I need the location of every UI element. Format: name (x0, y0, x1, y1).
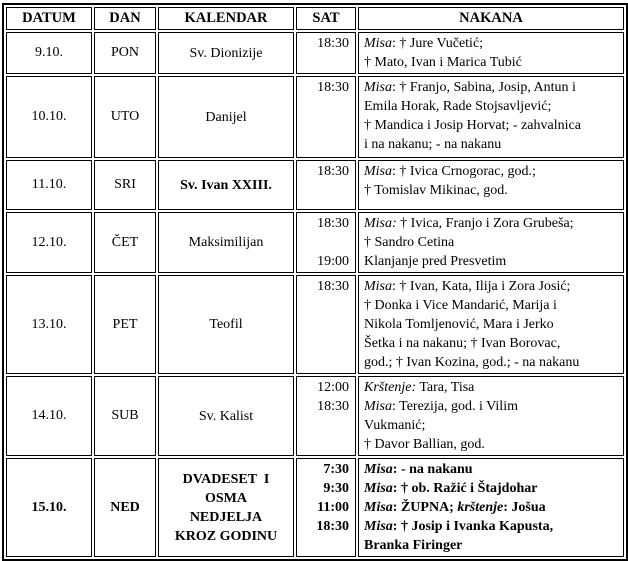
nakana-line (364, 252, 620, 271)
italic-run: Misa (364, 80, 392, 95)
text-run: god.; † Ivan Kozina, god.; - na nakanu (364, 355, 580, 370)
italic-run: Misa (364, 519, 393, 534)
cell-kalendar (158, 32, 294, 74)
text-run: : † Jure Vučetić; (392, 36, 484, 51)
table-row (6, 376, 624, 456)
table-row (6, 160, 624, 210)
text-run: Vukmanić; (364, 418, 426, 433)
header-row (6, 7, 624, 30)
nakana-line (364, 34, 620, 53)
italic-run: Misa (364, 500, 393, 515)
text-run: † Davor Ballian, god. (364, 437, 485, 452)
nakana-line (364, 353, 620, 372)
mass-time: 18:30 (317, 399, 349, 414)
cell-kalendar (158, 458, 294, 557)
kalendar-line: DVADESET I (182, 471, 270, 487)
nakana-line (364, 498, 620, 517)
nakana-line (364, 479, 620, 498)
text-run: † Mandica i Josip Horvat; - zahvalnica (364, 118, 581, 133)
schedule-body (6, 32, 624, 557)
cell-sat (296, 275, 356, 374)
text-run: : Terezija, god. i Vilim (392, 399, 518, 414)
nakana-line (364, 435, 620, 454)
cell-kalendar (158, 160, 294, 210)
kalendar-line: Sv. Kalist (198, 408, 254, 424)
text-run: : † Franjo, Sabina, Josip, Antun i (392, 80, 576, 95)
cell-sat (296, 376, 356, 456)
text-run: : † ob. Ražić i Štajdohar (392, 481, 538, 496)
nakana-line (364, 53, 620, 72)
kalendar-line: Teofil (209, 317, 243, 332)
cell-dan: UTO (94, 76, 156, 158)
cell-sat (296, 32, 356, 74)
cell-kalendar (158, 212, 294, 273)
cell-kalendar (158, 76, 294, 158)
schedule-table (2, 3, 628, 561)
nakana-line (364, 162, 620, 181)
nakana-line (364, 116, 620, 135)
text-run: : † Ivica Crnogorac, god.; (392, 164, 536, 179)
cell-nakana (358, 160, 624, 210)
text-run: Nikola Tomljenović, Mara i Jerko (364, 317, 554, 332)
text-run: † Donka i Vice Mandarić, Marija i (364, 298, 557, 313)
cell-datum: 12.10. (6, 212, 92, 273)
text-run: † Mato, Ivan i Marica Tubić (364, 55, 522, 70)
text-run: : † Ivan, Kata, Ilija i Zora Josić; (392, 279, 571, 294)
column-header-kalendar: KALENDAR (158, 7, 294, 30)
cell-nakana (358, 376, 624, 456)
cell-datum: 14.10. (6, 376, 92, 456)
text-run: Tara, Tisa (416, 380, 475, 395)
cell-sat (296, 458, 356, 557)
kalendar-line: KROZ GODINU (174, 528, 278, 544)
cell-datum: 10.10. (6, 76, 92, 158)
table-row (6, 275, 624, 374)
mass-time: 18:30 (317, 164, 349, 179)
nakana-line (364, 296, 620, 315)
mass-time (299, 233, 349, 252)
nakana-line (364, 315, 620, 334)
mass-time: 19:00 (317, 254, 349, 269)
italic-run: Krštenje: (364, 380, 417, 395)
cell-dan: SUB (94, 376, 156, 456)
cell-kalendar (158, 376, 294, 456)
text-run: † Ivica, Franjo i Zora Grubeša; (396, 216, 574, 231)
italic-run: Misa (364, 36, 392, 51)
table-row (6, 458, 624, 557)
text-run: Branka Firinger (364, 538, 463, 553)
text-run: Emila Horak, Rade Stojsavljević; (364, 99, 552, 114)
text-run: Šetka i na nakanu; † Ivan Borovac, (364, 336, 561, 351)
cell-datum: 13.10. (6, 275, 92, 374)
column-header-nakana: NAKANA (358, 7, 624, 30)
kalendar-line: NEDJELJA (189, 509, 263, 525)
mass-time: 18:30 (317, 80, 349, 95)
table-row (6, 212, 624, 273)
cell-datum: 9.10. (6, 32, 92, 74)
nakana-line (364, 277, 620, 296)
column-header-sat: SAT (296, 7, 356, 30)
nakana-line (364, 214, 620, 233)
cell-datum: 15.10. (6, 458, 92, 557)
mass-time: 11:00 (317, 500, 349, 515)
cell-nakana (358, 76, 624, 158)
nakana-line (364, 233, 620, 252)
cell-nakana (358, 458, 624, 557)
text-run: : Jošua (503, 500, 546, 515)
text-run: † Sandro Cetina (364, 235, 455, 250)
italic-run: Misa (364, 462, 393, 477)
mass-time: 7:30 (323, 462, 349, 477)
kalendar-line: Maksimilijan (188, 235, 264, 250)
cell-nakana (358, 212, 624, 273)
table-row (6, 76, 624, 158)
kalendar-line: Danijel (205, 109, 247, 125)
nakana-line (364, 334, 620, 353)
cell-dan: SRI (94, 160, 156, 210)
cell-dan: PON (94, 32, 156, 74)
text-run: : ŽUPNA; (392, 500, 458, 515)
italic-run: Misa (364, 279, 392, 294)
cell-sat (296, 212, 356, 273)
cell-dan: PET (94, 275, 156, 374)
nakana-line (364, 517, 620, 536)
text-run: † Tomislav Mikinac, god. (364, 183, 508, 198)
cell-datum: 11.10. (6, 160, 92, 210)
cell-dan: ČET (94, 212, 156, 273)
text-run: : † Josip i Ivanka Kapusta, (392, 519, 554, 534)
nakana-line (364, 78, 620, 97)
column-header-dan: DAN (94, 7, 156, 30)
kalendar-line: OSMA (205, 490, 247, 506)
italic-run: Misa (364, 164, 392, 179)
nakana-line (364, 97, 620, 116)
italic-run: krštenje (457, 500, 504, 515)
text-run: Klanjanje pred Presvetim (364, 254, 507, 269)
nakana-line (364, 416, 620, 435)
mass-time: 18:30 (317, 36, 349, 51)
nakana-line (364, 397, 620, 416)
nakana-line (364, 460, 620, 479)
cell-sat (296, 160, 356, 210)
cell-nakana (358, 275, 624, 374)
cell-nakana (358, 32, 624, 74)
mass-time: 18:30 (316, 519, 349, 534)
italic-run: Misa (364, 399, 392, 414)
mass-time: 18:30 (317, 279, 349, 294)
column-header-datum: DATUM (6, 7, 92, 30)
kalendar-line: Sv. Dionizije (189, 45, 263, 61)
italic-run: Misa (364, 481, 393, 496)
mass-time: 18:30 (317, 216, 349, 231)
cell-dan: NED (94, 458, 156, 557)
kalendar-line: Sv. Ivan XXIII. (180, 177, 272, 193)
nakana-line (364, 378, 620, 397)
nakana-line (364, 536, 620, 555)
cell-kalendar (158, 275, 294, 374)
cell-sat (296, 76, 356, 158)
table-row (6, 32, 624, 74)
table-header (6, 7, 624, 30)
text-run: : - na nakanu (392, 462, 473, 477)
text-run: i na nakanu; - na nakanu (364, 137, 502, 152)
italic-run: Misa: (364, 216, 397, 231)
mass-time: 12:00 (317, 380, 349, 395)
nakana-line (364, 181, 620, 200)
nakana-line (364, 135, 620, 154)
mass-time: 9:30 (323, 481, 349, 496)
